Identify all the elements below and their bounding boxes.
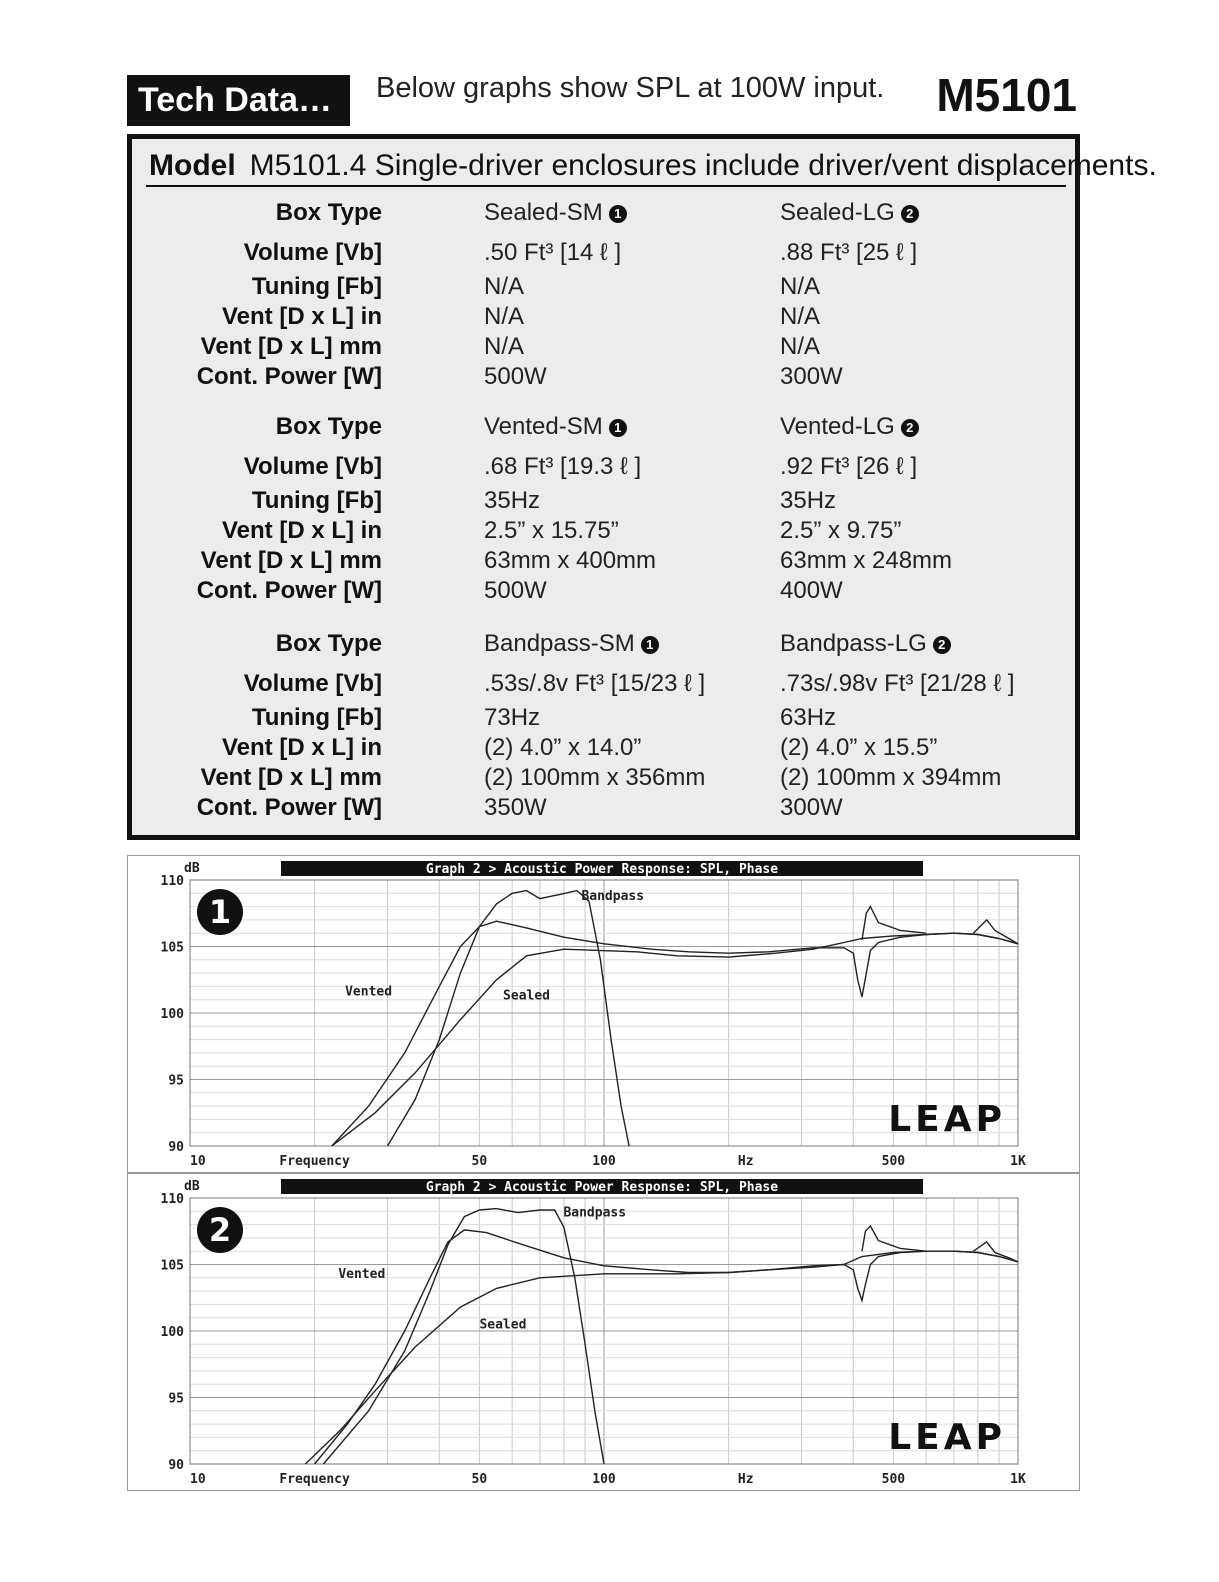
spec-row [132, 363, 1075, 393]
x-tick-label: 100 [592, 1154, 616, 1169]
leap-logo: LEAP [888, 1417, 1006, 1458]
spec-value-text: .50 Ft³ [14 ℓ ] [484, 239, 622, 266]
spec-label: Tuning [Fb] [251, 273, 382, 300]
spec-value-text: 350W [484, 794, 547, 821]
spec-value-small [484, 413, 627, 441]
model-label: Model [149, 149, 236, 182]
number-badge-icon: 2 [933, 636, 951, 654]
spec-value-large [780, 273, 820, 301]
spec-row [132, 630, 1075, 660]
model-code: M5101 [936, 69, 1077, 121]
spec-row [132, 333, 1075, 363]
spec-value-large [780, 303, 820, 331]
spec-value-text: Bandpass-LG [780, 630, 927, 657]
spec-value-small [484, 273, 524, 301]
spec-value-small [484, 764, 705, 792]
y-tick-label: 105 [160, 1258, 184, 1274]
y-tick-label: 110 [160, 874, 184, 889]
x-tick-label: 500 [881, 1472, 906, 1487]
spec-value-text: N/A [780, 273, 821, 300]
spec-value-text: Bandpass-SM [484, 630, 635, 657]
spec-value-text: 63mm x 248mm [780, 547, 953, 574]
spec-value-text: 2.5” x 15.75” [484, 517, 619, 544]
x-tick-label: 1K [1010, 1472, 1026, 1487]
spec-value-small [484, 487, 540, 515]
series-label: Sealed [503, 988, 551, 1004]
spec-value-text: 300W [780, 363, 843, 390]
tech-data-badge: Tech Data… [127, 75, 350, 126]
x-tick-label: 10 [190, 1472, 206, 1487]
spec-value-text: 35Hz [484, 487, 541, 514]
spec-value-large [780, 704, 836, 732]
spec-label: Vent [D x L] mm [200, 547, 382, 574]
spec-value-large [780, 239, 917, 267]
spec-value-text: .68 Ft³ [19.3 ℓ ] [484, 453, 642, 480]
x-tick-label: 500 [881, 1154, 906, 1169]
spec-value-large [780, 734, 937, 762]
spec-value-text: 500W [484, 577, 547, 604]
spec-label: Volume [Vb] [243, 239, 382, 266]
spec-row [132, 577, 1075, 607]
spec-value-small [484, 453, 641, 481]
spec-label: Volume [Vb] [243, 670, 382, 697]
series-line-top-peak [973, 1242, 1018, 1262]
spec-value-text: 35Hz [780, 487, 837, 514]
spec-value-large [780, 764, 1001, 792]
y-tick-label: 100 [160, 1325, 184, 1340]
spec-value-small [484, 630, 659, 658]
x-tick-label: 50 [471, 1154, 488, 1169]
number-badge-icon: 1 [641, 636, 659, 654]
model-divider [146, 185, 1066, 187]
spec-value-large [780, 333, 820, 361]
spec-row [132, 734, 1075, 764]
y-tick-label: 110 [160, 1192, 184, 1207]
spec-value-text: N/A [484, 333, 525, 360]
spec-value-small [484, 363, 547, 391]
graph-number: 2 [208, 1211, 232, 1249]
spec-row [132, 413, 1075, 443]
y-tick-label: 90 [168, 1140, 184, 1155]
series-label: Bandpass [581, 888, 645, 904]
x-axis-label: Frequency [279, 1472, 350, 1487]
spec-row [132, 453, 1075, 483]
chart-title: Graph 2 > Acoustic Power Response: SPL, Phase [425, 862, 779, 877]
spec-row [132, 303, 1075, 333]
spec-label: Vent [D x L] in [221, 517, 382, 544]
spec-value-text: Sealed-SM [484, 199, 603, 226]
spec-value-small [484, 517, 619, 545]
spec-row [132, 199, 1075, 229]
y-tick-label: 95 [168, 1073, 184, 1089]
page-subtitle: Below graphs show SPL at 100W input. [376, 72, 885, 104]
spec-value-text: N/A [780, 333, 821, 360]
spec-label: Vent [D x L] mm [200, 333, 382, 360]
number-badge-icon: 1 [609, 419, 627, 437]
spec-label: Box Type [275, 413, 382, 440]
spec-row [132, 487, 1075, 517]
series-label: Vented [345, 984, 393, 1000]
spec-table [127, 134, 1157, 840]
spec-value-text: 300W [780, 794, 843, 821]
graph-number: 1 [208, 893, 232, 931]
spec-value-text: Sealed-LG [780, 199, 895, 226]
number-badge-icon: 2 [901, 419, 919, 437]
spec-value-text: (2) 100mm x 394mm [780, 764, 1002, 791]
spec-label: Vent [D x L] mm [200, 764, 382, 791]
y-tick-label: 90 [168, 1458, 184, 1473]
y-axis-label: dB [184, 861, 200, 876]
x-unit-label: Hz [737, 1154, 754, 1169]
spec-value-text: .73s/.98v Ft³ [21/28 ℓ ] [780, 670, 1015, 697]
series-line-top-peak [973, 920, 1018, 944]
spec-label: Box Type [275, 630, 382, 657]
number-badge-icon: 2 [901, 205, 919, 223]
spec-value-text: 63mm x 400mm [484, 547, 657, 574]
spec-value-small [484, 577, 547, 605]
spec-row [132, 273, 1075, 303]
x-tick-label: 1K [1010, 1154, 1026, 1169]
x-tick-label: 10 [190, 1154, 206, 1169]
model-line [149, 149, 1157, 183]
graph-2 [127, 1173, 1080, 1491]
spec-value-small [484, 547, 656, 575]
spec-row [132, 794, 1075, 824]
spec-value-small [484, 734, 641, 762]
spec-value-text: 63Hz [780, 704, 837, 731]
spec-value-large [780, 547, 952, 575]
spec-value-large [780, 199, 919, 227]
spec-value-small [484, 704, 540, 732]
series-label: Bandpass [563, 1205, 627, 1221]
spec-value-large [780, 453, 917, 481]
spec-label: Cont. Power [W] [196, 577, 382, 604]
spec-value-text: N/A [484, 303, 525, 330]
number-badge-icon: 1 [609, 205, 627, 223]
x-unit-label: Hz [737, 1472, 754, 1487]
spec-label: Cont. Power [W] [196, 794, 382, 821]
spec-value-small [484, 199, 627, 227]
series-line-bandpass [388, 891, 630, 1146]
x-tick-label: 50 [471, 1472, 488, 1487]
spec-row [132, 239, 1075, 269]
spec-value-text: 73Hz [484, 704, 541, 731]
spec-value-text: Vented-SM [484, 413, 603, 440]
series-label: Vented [338, 1266, 386, 1282]
spec-value-large [780, 487, 836, 515]
x-axis-label: Frequency [279, 1154, 350, 1169]
spec-row [132, 704, 1075, 734]
graph-1-svg [128, 856, 1079, 1172]
spec-value-small [484, 670, 705, 698]
spec-label: Tuning [Fb] [251, 487, 382, 514]
spec-value-large [780, 794, 843, 822]
spec-value-text: 2.5” x 9.75” [780, 517, 902, 544]
series-label: Sealed [479, 1317, 527, 1333]
series-line-bandpass [323, 1209, 604, 1464]
spec-value-small [484, 333, 524, 361]
y-axis-label: dB [184, 1179, 200, 1194]
spec-value-small [484, 239, 621, 267]
spec-value-small [484, 794, 547, 822]
spec-value-text: (2) 4.0” x 15.5” [780, 734, 938, 761]
spec-value-large [780, 413, 919, 441]
leap-logo: LEAP [888, 1099, 1006, 1140]
spec-label: Volume [Vb] [243, 453, 382, 480]
graph-2-svg [128, 1174, 1079, 1490]
model-description: M5101.4 Single-driver enclosures include driver/vent displacements. [249, 149, 1157, 182]
spec-label: Tuning [Fb] [251, 704, 382, 731]
series-line-vented-peak [862, 1226, 926, 1251]
graph-1 [127, 855, 1080, 1173]
spec-value-large [780, 577, 843, 605]
y-tick-label: 105 [160, 940, 184, 956]
y-tick-label: 95 [168, 1391, 184, 1407]
spec-value-text: .53s/.8v Ft³ [15/23 ℓ ] [484, 670, 706, 697]
spec-value-text: (2) 4.0” x 14.0” [484, 734, 642, 761]
spec-row [132, 517, 1075, 547]
spec-value-text: Vented-LG [780, 413, 895, 440]
chart-title: Graph 2 > Acoustic Power Response: SPL, Phase [425, 1180, 779, 1195]
spec-row [132, 670, 1075, 700]
spec-value-large [780, 363, 843, 391]
spec-label: Box Type [275, 199, 382, 226]
spec-label: Vent [D x L] in [221, 734, 382, 761]
spec-value-text: N/A [780, 303, 821, 330]
spec-value-text: 500W [484, 363, 547, 390]
spec-value-large [780, 517, 901, 545]
y-tick-label: 100 [160, 1007, 184, 1022]
spec-value-text: .88 Ft³ [25 ℓ ] [780, 239, 918, 266]
spec-value-text: (2) 100mm x 356mm [484, 764, 706, 791]
spec-value-text: 400W [780, 577, 843, 604]
spec-row [132, 764, 1075, 794]
spec-value-large [780, 670, 1015, 698]
spec-row [132, 547, 1075, 577]
spec-label: Vent [D x L] in [221, 303, 382, 330]
spec-value-large [780, 630, 951, 658]
spec-value-text: .92 Ft³ [26 ℓ ] [780, 453, 918, 480]
spec-label: Cont. Power [W] [196, 363, 382, 390]
spec-value-text: N/A [484, 273, 525, 300]
spec-value-small [484, 303, 524, 331]
x-tick-label: 100 [592, 1472, 616, 1487]
